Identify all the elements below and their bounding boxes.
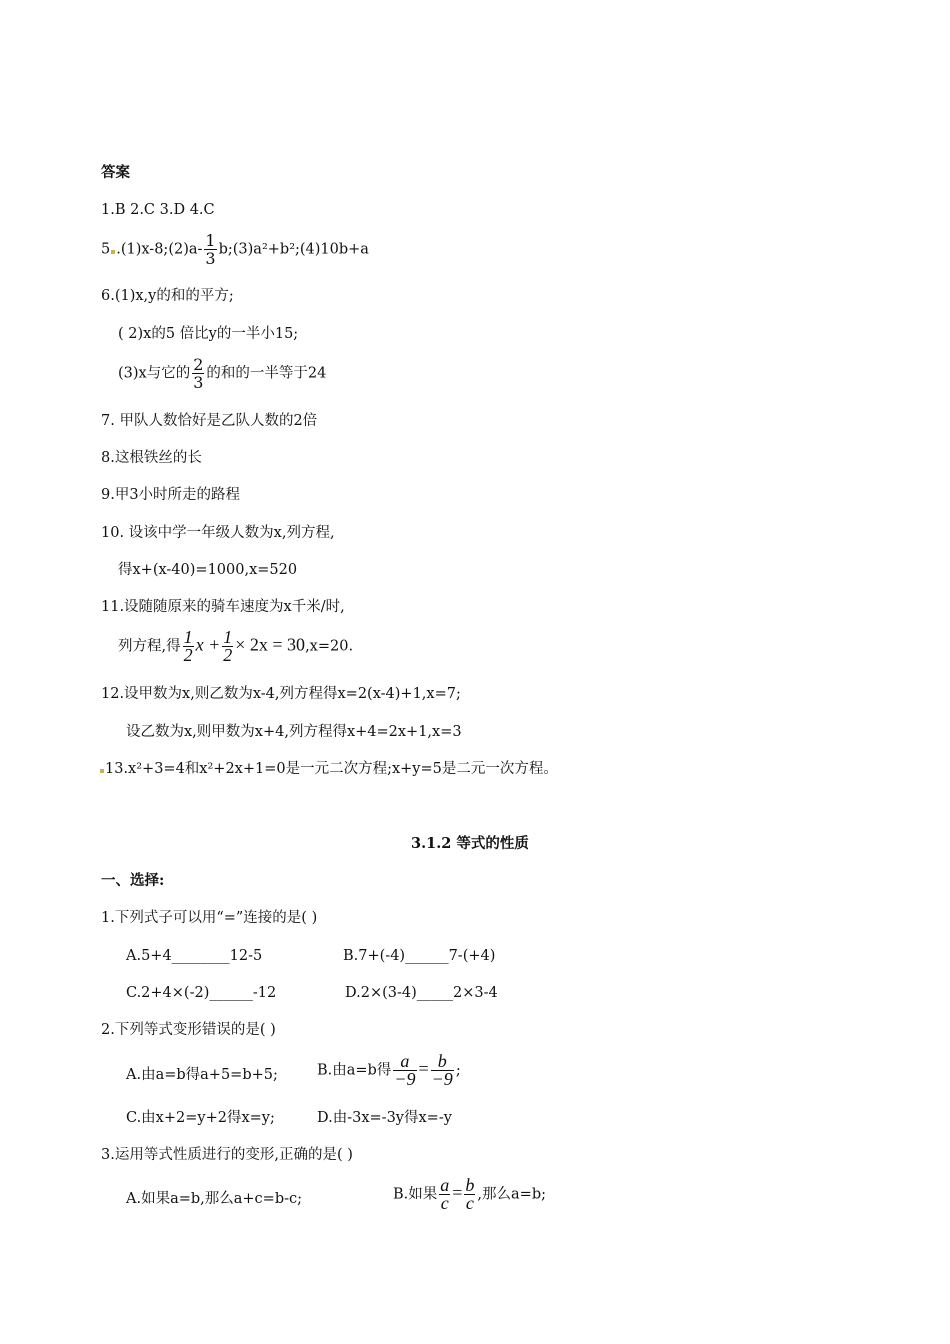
answer-10-1: 10. 设该中学一年级人数为x,列方程,: [101, 525, 335, 541]
question-2-option-d: D.由-3x=-3y得x=-y: [317, 1110, 452, 1126]
question-3-option-b: [393, 1177, 546, 1212]
answer-6-3-prefix: (3)x与它的: [118, 365, 191, 382]
answer-7: 7. 甲队人数恰好是乙队人数的2倍: [101, 413, 318, 429]
answer-10-2: 得x+(x-40)=1000,x=520: [118, 562, 298, 578]
equation-term-x: x +: [195, 634, 221, 655]
answer-6-3-suffix: 的和的一半等于24: [206, 365, 327, 382]
answer-5: [101, 232, 369, 267]
fraction-one-half-b: $\frac{1}{2}$: [223, 627, 233, 665]
part-heading: 一、选择:: [101, 872, 165, 889]
question-2-option-b-suffix: ;: [455, 1062, 461, 1079]
equation-rest: × 2x = 30: [235, 634, 306, 655]
answer-6-2: ( 2)x的5 倍比y的一半小15;: [118, 326, 299, 342]
fraction-a-over-neg9: $\frac{a}{-9}$: [394, 1051, 416, 1089]
section-title: 3.1.2 等式的性质: [411, 835, 529, 852]
answer-11-2-suffix: ,x=20.: [305, 638, 354, 655]
answer-5-number: 5: [101, 241, 111, 258]
question-1-option-b: B.7+(-4)______7-(+4): [343, 948, 496, 964]
question-2-option-c: C.由x+2=y+2得x=y;: [126, 1110, 275, 1126]
question-2-option-b-prefix: B.由a=b得: [317, 1062, 392, 1079]
answers-heading: 答案: [101, 164, 130, 181]
answer-11-2-prefix: 列方程,得: [118, 638, 181, 655]
question-1-option-c: C.2+4×(-2)______-12: [126, 985, 277, 1001]
question-2-stem: 2.下列等式变形错误的是( ): [101, 1022, 276, 1038]
question-1-stem: 1.下列式子可以用“=”连接的是( ): [101, 910, 318, 926]
answer-6-3: [118, 356, 326, 391]
answer-12-2: 设乙数为x,则甲数为x+4,列方程得x+4=2x+1,x=3: [126, 724, 462, 740]
question-2-option-b: [317, 1053, 461, 1088]
fraction-b-over-neg9: $\frac{b}{-9}$: [431, 1051, 453, 1089]
fraction-one-half-a: $\frac{1}{2}$: [183, 627, 193, 665]
question-2-option-a: A.由a=b得a+5=b+5;: [126, 1067, 278, 1083]
answer-11-2: [118, 629, 353, 664]
answer-5-part2: b;(3)a²+b²;(4)10b+a: [218, 241, 369, 258]
answer-12-1: 12.设甲数为x,则乙数为x-4,列方程得x=2(x-4)+1,x=7;: [101, 686, 461, 702]
fraction-one-third: $\frac{1}{3}$: [205, 231, 216, 268]
question-3-option-b-prefix: B.如果: [393, 1186, 438, 1203]
answer-1-4: 1.B 2.C 3.D 4.C: [101, 202, 215, 218]
edit-mark-icon: [100, 769, 104, 773]
question-3-option-b-suffix: ,那么a=b;: [477, 1186, 546, 1203]
question-3-stem: 3.运用等式性质进行的变形,正确的是( ): [101, 1147, 353, 1163]
answer-8: 8.这根铁丝的长: [101, 450, 202, 466]
answer-9: 9.甲3小时所走的路程: [101, 487, 241, 503]
answer-6-1: 6.(1)x,y的和的平方;: [101, 288, 234, 304]
fraction-b-over-c: $\frac{b}{c}$: [465, 1175, 475, 1213]
equals-sign: =: [452, 1182, 463, 1203]
answer-13-text: 13.x²+3=4和x²+2x+1=0是一元二次方程;x+y=5是二元一次方程。: [105, 761, 558, 777]
fraction-a-over-c: $\frac{a}{c}$: [440, 1175, 450, 1213]
edit-mark-icon: [111, 250, 115, 254]
answer-11-1: 11.设随随原来的骑车速度为x千米/时,: [101, 599, 345, 615]
equals-sign: =: [418, 1058, 429, 1079]
answer-13: [99, 760, 558, 778]
question-1-option-d: D.2×(3-4)_____2×3-4: [345, 985, 498, 1001]
question-1-option-a: A.5+4________12-5: [126, 948, 263, 964]
question-3-option-a: A.如果a=b,那么a+c=b-c;: [126, 1191, 303, 1207]
answer-5-part1: .(1)x-8;(2)a-: [116, 241, 203, 258]
fraction-two-thirds: $\frac{2}{3}$: [193, 355, 204, 392]
